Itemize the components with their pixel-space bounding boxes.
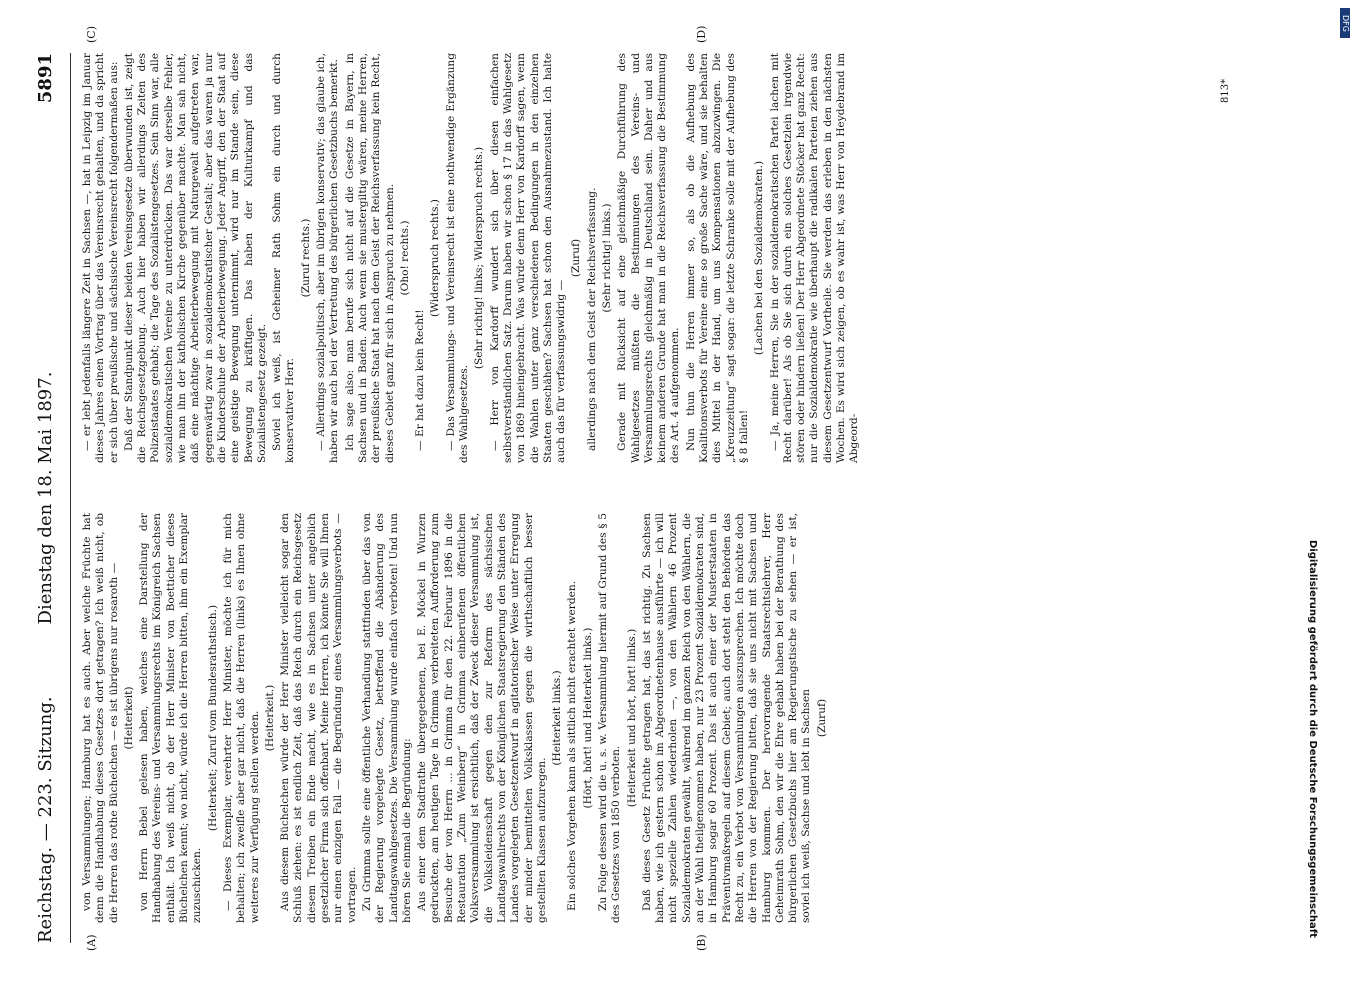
digitization-notice: Digitalisierung gefördert durch die Deutsche Forschungsgemeinschaft xyxy=(1307,540,1318,938)
margin-mark-b: (B) xyxy=(695,934,708,951)
paragraph: Daß der Standpunkt dieser beiden Vereinsgesetze überwunden ist, zeigt die Reichsgesetzgebung. Auch hier haben wir allerdings Zeiten des Polizeistaates gehabt; die Tage des Sozialistengesetzes. Sein Sinn war, alle sozialdemokratischen Vereine zu unterdrücken. Das war derselbe Fehler, wie man ihn der katholischen Kirche gegenüber machte. Man sah nicht, daß eine mächtige Arbeiterbewegung mit Naturgewalt aufgetreten war, gegenwärtig zwar in sozialdemokratischer Gestalt; aber das waren ja nur die Kinderschuhe der Arbeiterbewegung. Jeder Angriff, den der Staat auf eine geistige Bewegung unternimmt, wird nur im Stande sein, diese Bewegung zu kräftigen. Das haben der Kulturkampf und das Sozialistengesetz gezeigt. xyxy=(122,53,268,463)
paragraph: Soviel ich weiß, ist Geheimer Rath Sohm ein durch und durch konservativer Herr. xyxy=(271,53,297,463)
paragraph: — Er hat dazu kein Recht! xyxy=(414,309,427,451)
paragraph: Aus einer dem Stadtrathe übergegebenen, bei E. Möckel in Wurzen gedruckten, am heutigen Tage in Grimma verbreiteten Aufforderung zum Besuche der von Herrn ... in Grimma für den 22. Februar 1896 in die Restauration „Zum Weinberg“ in Grimma einberufenen öffentlichen Volksversammlung ist ersichtlich, daß der Zweck dieser Versammlung ist, die Volksleidenschaft gegen den zur Reform des sächsischen Landtagswahlrechts von der Königlichen Staatsregierung den Ständen des Landes vorgelegten Gesetzentwurf in agitatorischer Weise unter Erregung der minder bemittelten Volksklassen gegen die wirthschaftlich besser gestellten Klassen aufzuregen. xyxy=(416,513,548,923)
margin-mark-d: (D) xyxy=(695,25,708,43)
page-header xyxy=(35,53,65,943)
paragraph: von Versammlungen; Hamburg hat es auch. Aber welche Früchte hat denn die Handhabung dieses Gesetzes dort getragen? Ich weiß nicht, ob die Herren das rothe Büchelchen — es ist übrigens nur rosaroth — xyxy=(81,513,120,923)
page-number: 5891 xyxy=(35,53,56,104)
paragraph: — Dieses Exemplar, verehrter Herr Minister, möchte ich für mich behalten; ich zweifle aber gar nicht, daß die Herren (links) es Ihnen ohne weiteres zur Verfügung stellen werden. xyxy=(221,513,261,923)
paragraph: Zu Folge dessen wird die u. s. w. Versammlung hiermit auf Grund des § 5 des Gesetzes von 1850 verboten. xyxy=(596,513,623,923)
paragraph: — Allerdings sozialpolitisch, aber im übrigen konservativ; das glaube ich, haben wir auch bei der Vertretung des bürgerlichen Gesetzbuchs bemerkt. xyxy=(315,53,341,463)
text-column-left xyxy=(81,513,831,923)
text-column-right xyxy=(81,53,864,463)
interjection: (Widerspruch rechts.) xyxy=(429,199,442,317)
paragraph: — er lebt jedenfalls längere Zeit in Sachsen —, hat in Leipzig im Januar dieses Jahres einen Vortrag über das Vereinsrecht gehalten, und da spricht er sich über preußische und sächsische Vereinsrecht folgendermaßen aus: xyxy=(81,53,120,463)
paragraph: — Das Versammlungs- und Vereinsrecht ist eine nothwendige Ergänzung des Wahlgesetzes. xyxy=(444,53,471,463)
margin-mark-a: (A) xyxy=(85,934,98,951)
header-date: Dienstag den 18. Mai 1897. xyxy=(35,371,56,625)
paragraph: Ich sage also: man berufe sich nicht auf die Gesetze in Bayern, in Sachsen und in Baden. Auch wenn sie mustergiltig wären, meine Herren, der preußische Staat hat nach dem Geist der Reichsverfassung kein Recht, dieses Gebiet ganz für sich in Anspruch zu nehmen. xyxy=(343,53,396,463)
paragraph: Aus diesem Büchelchen würde der Herr Minister vielleicht sogar den Schluß ziehen: es ist endlich Zeit, daß das Reich durch ein Reichsgesetz diesem Treiben ein Ende macht, wie es in Sachsen unter angeblich gesetzlicher Firma sich offenbart. Meine Herren, ich könnte Sie will Ihnen nur einen einzigen Fall — die Begründung eines Versammlungsverbots — vortragen. xyxy=(279,513,358,923)
interjection: (Hört, hört! und Heiterkeit links.) xyxy=(581,627,594,809)
paragraph: von Herrn Bebel gelesen haben, welches eine Darstellung der Handhabung des Vereins- und Versammlungsrechts im Königreich Sachsen enthält. Ich weiß nicht, ob der Herr Minister von Boetticher dieses Büchelchen kennt; wo nicht, würde ich die Herren bitten, ihm ein Exemplar zuzuschicken. xyxy=(138,513,204,923)
paragraph: Ein solches Vorgehen kann als sittlich nicht erachtet werden. xyxy=(566,580,579,911)
footnote-number: 813* xyxy=(1220,78,1231,103)
paragraph: Daß dieses Gesetz Früchte getragen hat, das ist richtig. Zu Sachsen haben, wie ich gestern schon im Abgeordnetenhause ausführte — ich will nicht spezielle Zahlen wiederholen —, von den Wählern 46 Prozent Sozialdemokraten gewählt, während im ganzen Reich von den Wählern, die an der Wahl theilgenommen haben, nur 23 Prozent Sozialdemokraten sind, in Hamburg sogar 60 Prozent. Das ist auch einer der Musterstaaten in Präventivmaßregeln auf diesem Gebiet; auch dort steht den Behörden das Recht zu, ein Verbot von Versammlungen auszusprechen. Ich möchte doch die Herren von der Regierung bitten, daß sie uns nicht mit Sachsen und Hamburg kommen. Der hervorragende Staatsrechtslehrer, Herr Geheimrath Sohm, den wir die Ehre gehabt haben bei der Berathung des bürgerlichen Gesetzbuchs hier am Regierungstische zu sehen — er ist, soviel ich weiß, Sachse und lebt in Sachsen xyxy=(640,513,813,923)
dfg-logo: DFG xyxy=(1340,8,1350,38)
interjection: (Lachen bei den Sozialdemokraten.) xyxy=(753,160,766,356)
paragraph: Zu Grimma sollte eine öffentliche Verhandlung stattfinden über das von der Regierung vorgelegte Gesetz, betreffend die Abänderung des Landtagswahlgesetzes. Die Versammlung wurde einfach verboten! Und nun hören Sie einmal die Begründung: xyxy=(360,513,413,923)
interjection: (Heiterkeit.) xyxy=(263,684,276,752)
interjection: (Heiterkeit) xyxy=(122,686,135,750)
paragraph: — Ja, meine Herren, Sie in der sozialdemokratischen Partei lachen mit Recht darüber! Als ob Sie sich durch ein solches Gesetzlein irgendwie stören oder hindern ließen! Der Herr Abgeordnete Stöcker hat ganz Recht: nur die Sozialdemokratie wie überhaupt die radikalen Parteien ziehen aus diesem Gesetzentwurf Vortheile. Sie werden das erleben in den nächsten Wochen. Es wird sich zeigen, ob es wahr ist, was Herr von Heydebrand im Abgeord- xyxy=(768,53,861,463)
interjection: (Sehr richtig! links.) xyxy=(600,203,613,313)
header-rule xyxy=(70,53,71,943)
rotated-page xyxy=(0,3,1295,1003)
paragraph: allerdings nach dem Geist der Reichsverfassung. xyxy=(585,187,598,451)
paragraph: — Herr von Kardorff wundert sich über diesen einfachen selbstverständlichen Satz. Darum haben wir schon § 17 in das Wahlgesetz von 1869 hineingebracht. Was würde denn Herr von Kardorff sagen, wenn die Wahlen unter ganz verschiedenen Bedingungen in den einzelnen Staaten geschähen? Sachsen hat schon den Ausnahmezustand. Ich halte auch das für verfassungswidrig — xyxy=(488,53,568,463)
interjection: (Heiterkeit und hört, hört! links.) xyxy=(625,628,638,808)
interjection: (Heiterkeit links.) xyxy=(551,670,564,766)
interjection: (Heiterkeit; Zuruf vom Bundesrathstisch.) xyxy=(206,604,219,832)
interjection: (Zuruf rechts.) xyxy=(299,218,312,298)
margin-mark-c: (C) xyxy=(85,26,98,43)
paragraph: Gerade mit Rücksicht auf eine gleichmäßige Durchführung des Wahlgesetzes müßten die Bestimmungen des Vereins- und Versammlungsrechts gleichmäßig in Deutschland sein. Daher und aus keinem anderen Grunde hat man in die Reichsverfassung die Bestimmung des Art. 4 aufgenommen. xyxy=(616,53,682,463)
interjection: (Zuruf) xyxy=(570,238,583,278)
interjection: (Oho! rechts.) xyxy=(398,220,411,296)
header-left: Reichstag. — 223. Sitzung. xyxy=(35,696,56,943)
paragraph: Nun thun die Herren immer so, als ob die Aufhebung des Koalitionsverbots für Vereine eine so große Sache wäre, und sie behalten dies Mittel in der Hand, um uns Kompensationen abzuzwingen. Die „Kreuzzeitung“ sagt sogar: die letzte Schranke solle mit der Aufhebung des § 8 fallen! xyxy=(684,53,750,463)
interjection: (Zuruf) xyxy=(815,698,828,738)
interjection: (Sehr richtig! links; Widerspruch rechts.) xyxy=(473,146,486,370)
